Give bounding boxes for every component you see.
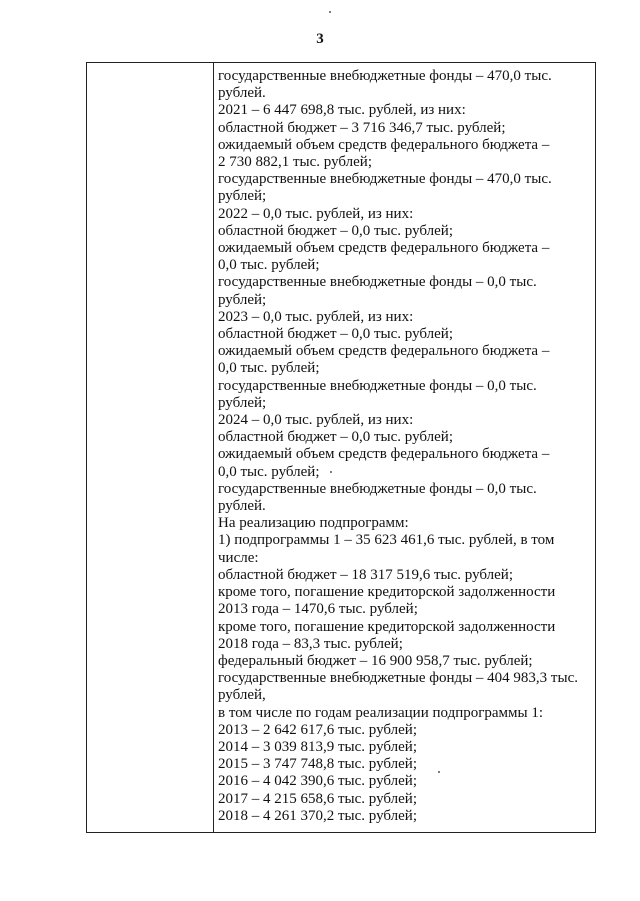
table-left-cell (87, 63, 213, 832)
text-line: государственные внебюджетные фонды – 470,0 тыс. (218, 171, 552, 188)
text-line: 2016 – 4 042 390,6 тыс. рублей; (218, 773, 417, 790)
text-line: государственные внебюджетные фонды – 0,0 тыс. (218, 480, 537, 497)
text-line: 2018 – 4 261 370,2 тыс. рублей; (218, 807, 417, 824)
table-column-divider (213, 63, 214, 832)
document-table (86, 62, 596, 833)
text-line: 2017 – 4 215 658,6 тыс. рублей; (218, 790, 417, 807)
text-line: 0,0 тыс. рублей; (218, 463, 320, 480)
text-line: 2023 – 0,0 тыс. рублей, из них: (218, 308, 414, 325)
text-line: рублей; (218, 188, 267, 205)
text-line: На реализацию подпрограмм: (218, 515, 409, 532)
text-line: рублей. (218, 498, 266, 515)
text-line: кроме того, погашение кредиторской задолженности (218, 618, 556, 635)
text-line: государственные внебюджетные фонды – 0,0 тыс. (218, 274, 537, 291)
text-line: кроме того, погашение кредиторской задолженности (218, 584, 556, 601)
text-line: областной бюджет – 18 317 519,6 тыс. рублей; (218, 566, 513, 583)
text-line: государственные внебюджетные фонды – 0,0 тыс. (218, 377, 537, 394)
text-line: рублей. (218, 85, 266, 102)
text-line: рублей, (218, 687, 266, 704)
text-line: 2024 – 0,0 тыс. рублей, из них: (218, 412, 414, 429)
text-line: областной бюджет – 0,0 тыс. рублей; (218, 326, 453, 343)
text-line: 0,0 тыс. рублей; (218, 360, 320, 377)
text-line: ожидаемый объем средств федерального бюджета – (218, 240, 550, 257)
text-line: 2013 – 2 642 617,6 тыс. рублей; (218, 721, 417, 738)
text-line: государственные внебюджетные фонды – 404 983,3 тыс. (218, 670, 578, 687)
text-line: 2015 – 3 747 748,8 тыс. рублей; (218, 756, 417, 773)
text-line: в том числе по годам реализации подпрограммы 1: (218, 704, 544, 721)
text-line: рублей; (218, 291, 267, 308)
text-line: 1) подпрограммы 1 – 35 623 461,6 тыс. рублей, в том (218, 532, 555, 549)
table-right-cell (218, 68, 589, 832)
text-line: государственные внебюджетные фонды – 470,0 тыс. (218, 68, 552, 84)
text-line: числе: (218, 549, 259, 566)
text-line: областной бюджет – 3 716 346,7 тыс. рублей; (218, 119, 506, 136)
text-line: областной бюджет – 0,0 тыс. рублей; (218, 222, 453, 239)
text-line: 2018 года – 83,3 тыс. рублей; (218, 635, 403, 652)
text-line: ожидаемый объем средств федерального бюджета – (218, 446, 550, 463)
text-line: 2021 – 6 447 698,8 тыс. рублей, из них: (218, 102, 466, 119)
text-line: рублей; (218, 394, 267, 411)
text-line: 0,0 тыс. рублей; (218, 257, 320, 274)
text-line: ожидаемый объем средств федерального бюджета – (218, 343, 550, 360)
scan-speck (329, 11, 331, 13)
text-line: 2 730 882,1 тыс. рублей; (218, 154, 372, 171)
text-line: 2022 – 0,0 тыс. рублей, из них: (218, 205, 414, 222)
text-line: областной бюджет – 0,0 тыс. рублей; (218, 429, 453, 446)
page-number: 3 (316, 31, 324, 47)
text-line: 2014 – 3 039 813,9 тыс. рублей; (218, 738, 417, 755)
text-line: ожидаемый объем средств федерального бюджета – (218, 136, 550, 153)
text-line: федеральный бюджет – 16 900 958,7 тыс. рублей; (218, 652, 533, 669)
text-line: 2013 года – 1470,6 тыс. рублей; (218, 601, 418, 618)
